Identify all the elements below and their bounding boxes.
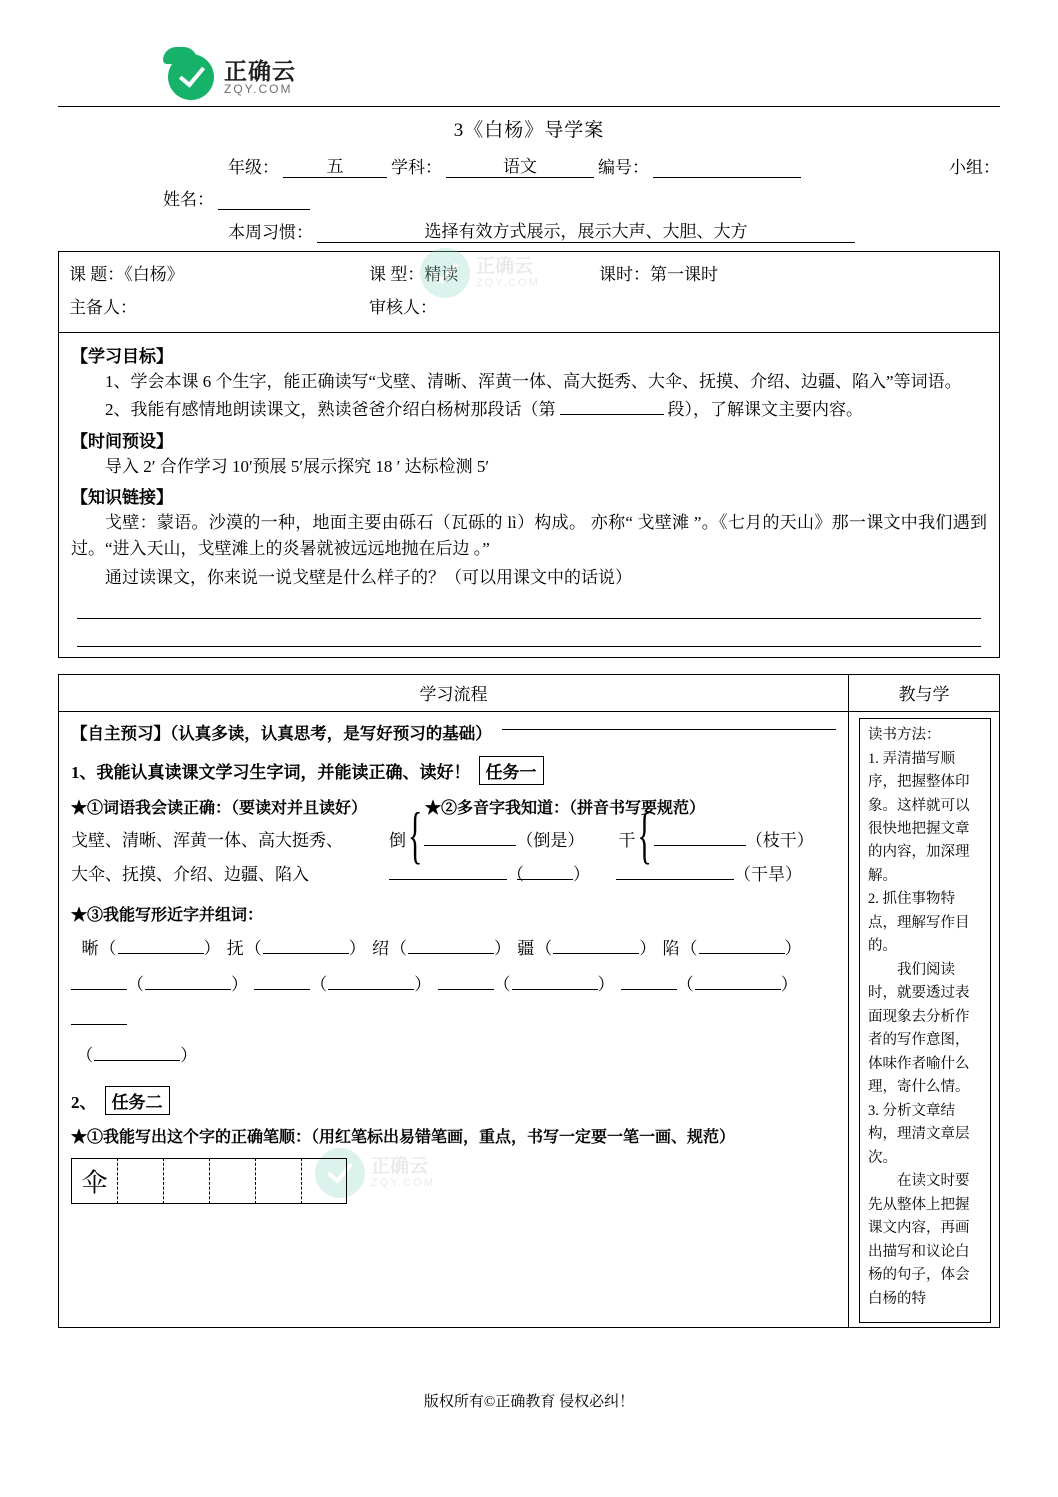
heading-rule <box>502 729 836 730</box>
habit-label: 本周习惯： <box>228 223 313 242</box>
polyphone-2-label: 干 <box>618 831 636 851</box>
blank-char[interactable] <box>71 1024 127 1025</box>
blank-char[interactable] <box>254 989 310 990</box>
polyphone-tail-hint: （干旱） <box>734 865 802 885</box>
answer-line[interactable] <box>77 617 981 619</box>
watermark-title: 正确云 <box>371 1155 429 1177</box>
time-plan-heading: 【时间预设】 <box>71 431 173 451</box>
answer-line[interactable] <box>77 645 981 647</box>
time-plan-text: 导入 2′ 合作学习 10′预展 5′展示探究 18 ′ 达标检测 5′ <box>105 456 490 476</box>
note-line: 我们阅读时，就要透过表面现象去分析作者的写作意图，体味作者喻什么理，寄什么情。 <box>868 961 970 1096</box>
word-line-1: 戈壁、清晰、浑黄一体、高大挺秀、 倒 { （倒是） 干 { （枝干） <box>71 801 814 871</box>
name-label: 姓名： <box>163 190 214 209</box>
brand-logo <box>58 48 1000 106</box>
near-char-2: 抚 <box>226 939 245 959</box>
note-line: 3. 分析文章结构，理清文章层次。 <box>868 1102 970 1166</box>
objective-item-2-post: 段），了解课文主要内容。 <box>667 400 863 420</box>
near-char-5: 陷 <box>662 939 681 959</box>
objectives-box <box>58 332 1000 658</box>
near-char-2-blank[interactable] <box>263 953 349 954</box>
watermark-title: 正确云 <box>476 255 534 277</box>
stroke-practice-grid[interactable] <box>71 1155 836 1204</box>
check-circle-icon <box>168 54 214 100</box>
blank-word[interactable] <box>94 1060 180 1061</box>
subject-value[interactable]: 语文 <box>446 152 594 178</box>
author-label: 主备人： <box>69 298 137 317</box>
blank-char[interactable] <box>438 989 494 990</box>
number-value[interactable] <box>653 177 801 178</box>
polyphone-3-word[interactable] <box>517 879 573 880</box>
grade-label: 年级： <box>228 158 279 177</box>
note-line: 2. 抓住事物特点，理解写作目的。 <box>868 891 970 955</box>
objective-item-2-pre: 2、我能有感情地朗读课文，熟读爸爸介绍白杨树那段话（第 <box>105 400 556 420</box>
knowledge-paragraph-1: 戈壁：蒙语。沙漠的一种，地面主要由砾石（瓦砾的 lì）构成。 亦称“ 戈壁滩 ”。《七月的天山》那一课文中我们遇到过。“进入天山，戈壁滩上的炎暑就被远远地抛在后边 。” <box>71 513 987 559</box>
near-char-1: 晰 <box>81 939 100 959</box>
blank-char[interactable] <box>621 989 677 990</box>
step-2-row <box>71 1086 836 1115</box>
logo-title: 正确云 <box>224 57 296 84</box>
reviewer-label: 审核人： <box>369 298 437 317</box>
cloud-icon <box>163 47 197 64</box>
near-char-4: 疆 <box>517 939 536 959</box>
teaching-notes-box <box>859 718 991 1323</box>
polyphone-4-blank[interactable] <box>616 879 734 880</box>
polyphone-2-blank[interactable] <box>654 845 746 846</box>
group-label: 小组： <box>949 158 1000 177</box>
lesson-info-row-1 <box>69 260 989 285</box>
name-value[interactable] <box>218 209 310 210</box>
lesson-info-box <box>58 251 1000 333</box>
logo-subtitle: ZQY.COM <box>224 81 293 96</box>
objective-item-1: 1、学会本课 6 个生字，能正确读写“戈壁、清晰、浑黄一体、高大挺秀、大伞、抚摸、介绍、边疆、陷入”等词语。 <box>105 372 962 391</box>
grid-cell[interactable] <box>163 1158 209 1204</box>
blank-char[interactable] <box>71 989 127 990</box>
page-title <box>58 115 1000 142</box>
note-line: 1. 弄清描写顺序，把握整体印象。这样就可以很快地把握文章的内容，加深理解。 <box>868 750 970 884</box>
learning-process-column <box>59 675 849 1327</box>
polyphone-3-blank[interactable] <box>389 879 507 880</box>
grid-cell[interactable] <box>301 1158 347 1204</box>
near-char-3-blank[interactable] <box>408 953 494 954</box>
blank-word[interactable] <box>695 989 781 990</box>
objective-blank[interactable] <box>560 414 664 415</box>
word-list-2: 大伞、抚摸、介绍、边疆、陷入 <box>71 865 309 885</box>
meta-row-habit <box>58 217 1000 243</box>
polyphone-1-label: 倒 <box>389 831 406 851</box>
star-item-3-row <box>71 902 836 925</box>
teaching-notes-column <box>849 675 999 1327</box>
polyphone-1-hint: （倒是） <box>516 831 585 851</box>
footer <box>0 1390 1058 1411</box>
grade-value[interactable]: 五 <box>283 152 387 178</box>
star-item-1: ★①词语我会读正确：（要读对并且读好） <box>71 800 368 818</box>
word-line-2: 大伞、抚摸、介绍、边疆、陷入 （ ） （干旱） <box>71 858 836 892</box>
grid-cell[interactable] <box>71 1158 117 1204</box>
star-item-4-row <box>71 1125 836 1151</box>
near-char-row-2: （ ） （ ） （ ） （ ） <box>71 967 836 1038</box>
note-line: 读书方法： <box>868 727 941 744</box>
note-line: 在读文时要先从整体上把握课文内容，再画出描写和议论白杨的句子，体会白杨的特 <box>868 1173 970 1307</box>
word-list-1: 戈壁、清晰、浑黄一体、高大挺秀、 <box>71 831 343 851</box>
grid-cell[interactable] <box>255 1158 301 1204</box>
blank-word[interactable] <box>145 989 231 990</box>
habit-value[interactable]: 选择有效方式展示，展示大声、大胆、大方 <box>317 217 855 243</box>
learning-process-table <box>58 674 1000 1328</box>
copyright-text: 版权所有©正确教育 侵权必纠！ <box>423 1394 635 1410</box>
period-label: 课时：第一课时 <box>599 265 718 284</box>
header-divider <box>58 106 1000 107</box>
blank-word[interactable] <box>328 989 414 990</box>
meta-row-grade <box>58 152 1000 178</box>
star-item-3: ★③我能写形近字并组词： <box>71 907 264 925</box>
grid-cell[interactable] <box>209 1158 255 1204</box>
step-1-text: 1、我能认真读课文学习生字词，并能读正确、读好！ <box>71 763 471 783</box>
near-char-row-1: 晰（ ） 抚（ ） 绍（ ） 疆（ ） 陷（ ） <box>81 939 803 959</box>
near-char-row-3: （ ） <box>71 1046 199 1066</box>
teaching-notes-header: 教与学 <box>849 675 999 712</box>
grid-cell[interactable] <box>117 1158 163 1204</box>
subject-label: 学科： <box>391 158 442 177</box>
near-char-5-blank[interactable] <box>699 953 785 954</box>
number-label: 编号： <box>598 158 649 177</box>
watermark-sub: ZQY.COM <box>476 277 540 290</box>
polyphone-2-hint: （枝干） <box>745 831 814 851</box>
star-item-4: ★①我能写出这个字的正确笔顺：（用红笔标出易错笔画，重点，书写一定要一笔一画、规范） <box>71 1128 736 1146</box>
topic-label: 课 题：《白杨》 <box>69 265 184 284</box>
preview-heading-row <box>71 720 836 744</box>
near-char-3: 绍 <box>372 939 390 959</box>
step-2-text: 2、 <box>71 1092 97 1112</box>
task-2-badge: 任务二 <box>105 1086 170 1115</box>
near-char-4-blank[interactable] <box>553 953 639 954</box>
star-items-row <box>71 795 836 818</box>
knowledge-paragraph-2: 通过读课文，你来说一说戈壁是什么样子的？（可以用课文中的话说） <box>105 567 632 587</box>
near-char-1-blank[interactable] <box>118 953 204 954</box>
learning-process-header: 学习流程 <box>59 675 848 712</box>
knowledge-heading: 【知识链接】 <box>71 488 173 508</box>
type-label: 课 型：精读 <box>369 265 459 284</box>
page-title-text: 3《白杨》导学案 <box>453 120 605 141</box>
watermark-sub: ZQY.COM <box>371 1177 435 1190</box>
meta-row-name <box>58 185 1000 210</box>
objective-item-2 <box>71 397 987 423</box>
task-1-badge: 任务一 <box>479 756 544 785</box>
polyphone-1-blank[interactable] <box>424 845 516 846</box>
objectives-heading: 【学习目标】 <box>71 347 173 366</box>
preview-heading: 【自主预习】（认真多读，认真思考，是写好预习的基础） <box>71 724 492 744</box>
step-1-row <box>71 756 836 785</box>
star-item-2: ★②多音字我知道：（拼音书写要规范） <box>425 800 706 818</box>
lesson-info-row-2 <box>69 293 989 318</box>
blank-word[interactable] <box>512 989 598 990</box>
practice-char: 伞 <box>81 1168 108 1198</box>
